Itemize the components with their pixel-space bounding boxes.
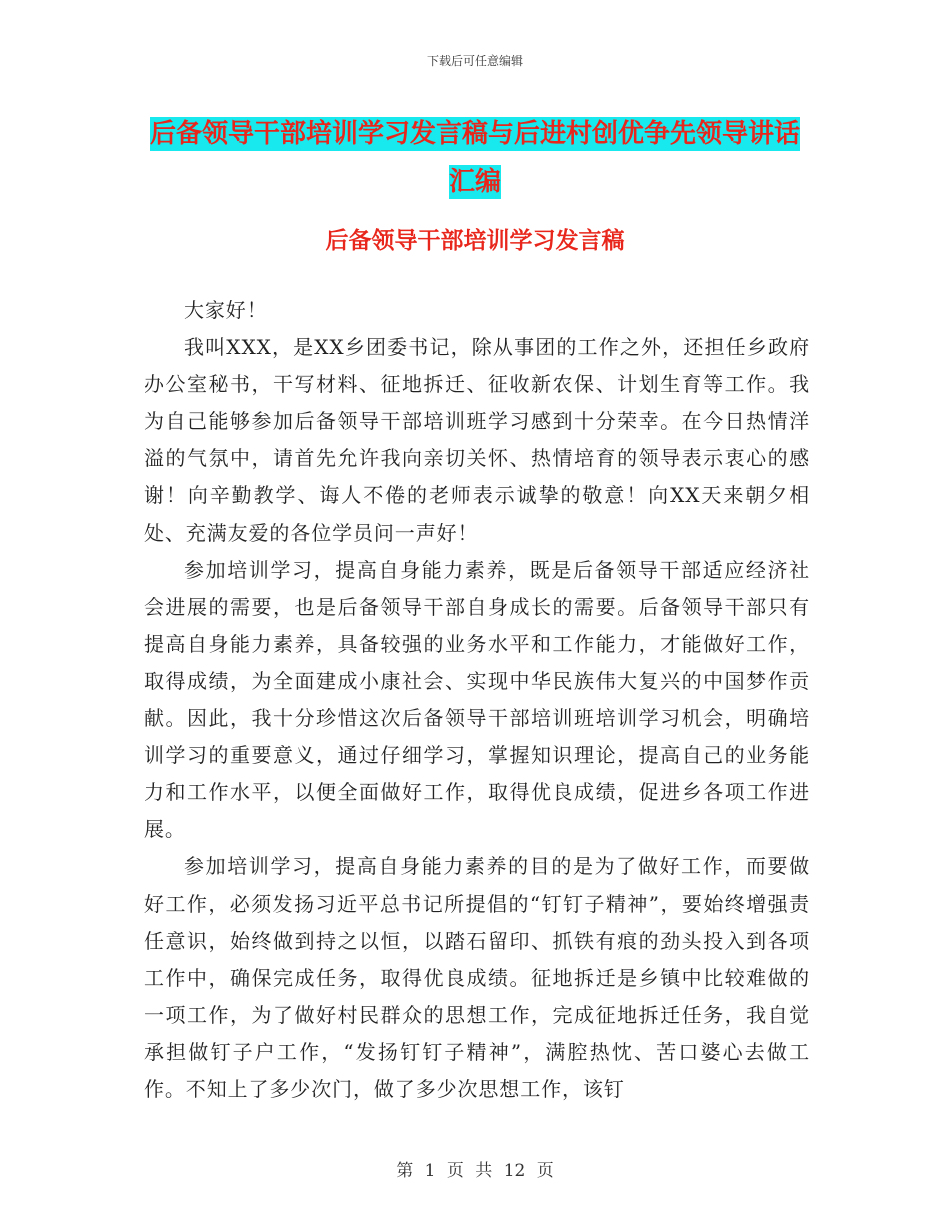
body-paragraph-1: 我叫XXX，是XX乡团委书记，除从事团的工作之外，还担任乡政府办公室秘书，干写材料、征地拆迁、征收新农保、计划生育等工作。我为自己能够参加后备领导干部培训班学习感到十分荣幸。在今日热情洋溢的气氛中，请首先允许我向亲切关怀、热情培育的领导表示衷心的感谢！向辛勤教学、诲人不倦的老师表示诚挚的敬意！向XX天来朝夕相处、充满友爱的各位学员问一声好！	[144, 335, 810, 545]
page-header-note: 下载后可任意编辑	[426, 54, 523, 68]
document-title	[140, 110, 810, 206]
document-title-text: 后备领导干部培训学习发言稿与后进村创优争先领导讲话汇编	[149, 119, 800, 197]
section-title: 后备领导干部培训学习发言稿	[325, 228, 625, 254]
document-body	[144, 292, 810, 1108]
body-paragraph-3: 参加培训学习，提高自身能力素养的目的是为了做好工作，而要做好工作，必须发扬习近平总书记所提倡的“钉钉子精神”，要始终增强责任意识，始终做到持之以恒，以踏石留印、抓铁有痕的劲头投入到各项工作中，确保完成任务，取得优良成绩。征地拆迁是乡镇中比较难做的一项工作，为了做好村民群众的思想工作，完成征地拆迁任务，我自觉承担做钉子户工作，“发扬钉钉子精神”，满腔热忱、苦口婆心去做工作。不知上了多少次门，做了多少次思想工作，该钉	[144, 854, 810, 1101]
greeting-paragraph: 大家好！	[184, 298, 268, 322]
body-paragraph-2: 参加培训学习，提高自身能力素养，既是后备领导干部适应经济社会进展的需要，也是后备领导干部自身成长的需要。后备领导干部只有提高自身能力素养，具备较强的业务水平和工作能力，才能做好工作，取得成绩，为全面建成小康社会、实现中华民族伟大复兴的中国梦作贡献。因此，我十分珍惜这次后备领导干部培训班培训学习机会，明确培训学习的重要意义，通过仔细学习，掌握知识理论，提高自己的业务能力和工作水平，以便全面做好工作，取得优良成绩，促进乡各项工作进展。	[144, 557, 810, 842]
page-number-footer: 第 1 页 共 12 页	[396, 1161, 554, 1181]
